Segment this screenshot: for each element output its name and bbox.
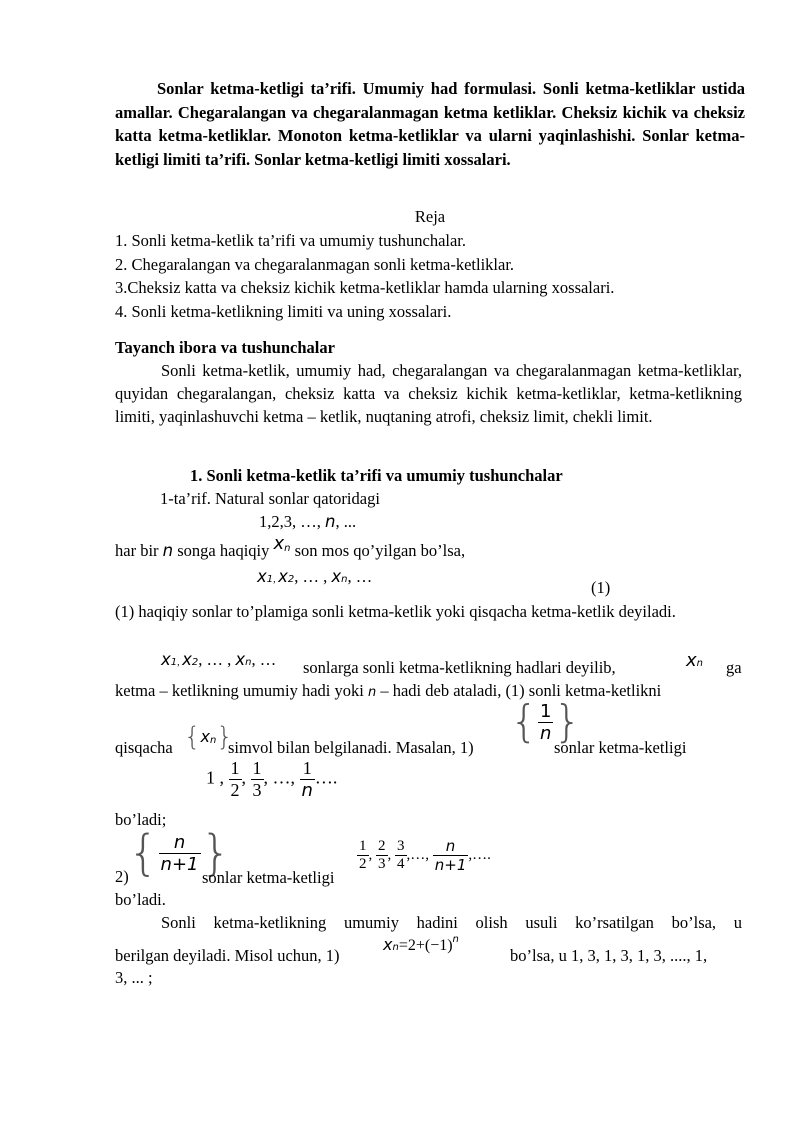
natural-seq-start: 1,2,3, …,: [259, 512, 321, 531]
frac-num: 1: [252, 758, 262, 778]
math-sub: n: [341, 574, 348, 585]
plan-item: 2. Chegaralangan va chegaralanmagan sonli ketma-ketliklar.: [115, 254, 515, 274]
plan-title: Reja: [414, 207, 446, 226]
math-sub: 2: [287, 574, 295, 585]
paragraph-last-line-2b: bo’lsa, u 1, 3, 1, 3, 1, 3, ...., 1,: [510, 946, 708, 965]
math-sub: 1: [170, 657, 178, 668]
math-x: x: [331, 567, 342, 586]
document-heading: Sonlar ketma-ketligi ta’rifi. Umumiy had formulasi. Sonli ketma-ketliklar ustida amallar. Chegaralangan va chegaralanmagan ketma ketliklar. Cheksiz kichik va cheksiz katta ketma-ketliklar. Monoton ketma-ketliklar va ularni yaqinlashishi. Sonlar ketma-ketligi limiti ta’rifi. Sonlar ketma-ketligi limiti xossalari.: [115, 79, 745, 169]
frac-den: 4: [397, 856, 405, 872]
math-sep: , …: [347, 567, 373, 586]
natural-sequence: [259, 512, 356, 532]
frac-num: 1: [540, 700, 552, 722]
equation-number: (1): [591, 578, 611, 597]
plan-item: 4. Sonli ketma-ketlikning limiti va uning xossalari.: [115, 301, 452, 321]
hadlar-line: x1, x2, … , xn, … sonlarga sonli ketma-ketlikning hadlari deyilib, xn ga: [161, 650, 742, 677]
math-tail: ,….: [468, 846, 491, 863]
math-x: x: [200, 727, 211, 746]
math-sep: , … ,: [294, 567, 328, 586]
math-x: x: [278, 567, 288, 586]
math-1: 1: [206, 767, 215, 788]
definition-intro: 1-ta’rif. Natural sonlar qatoridagi: [160, 489, 380, 508]
paragraph-last-line-3: 3, ... ;: [115, 968, 153, 987]
plan-item: 3.Cheksiz katta va cheksiz kichik ketma-ketliklar hamda ularning xossalari.: [115, 278, 615, 297]
text-fragment: har bir: [115, 541, 159, 560]
frac-den: n+1: [160, 853, 199, 875]
math-n: n: [367, 685, 377, 700]
sequence-notation: {xn}: [184, 722, 233, 752]
frac-den: 2: [359, 856, 367, 872]
math-x: x: [383, 935, 393, 954]
har-bir-line: [115, 533, 466, 561]
example-1-sequence: { $\frac{1}{n}$ }: [510, 696, 582, 747]
text-fragment: songa haqiqiy: [177, 541, 270, 560]
math-x: x: [257, 567, 267, 586]
qisqacha-text: qisqacha: [115, 738, 173, 757]
math-x: x: [182, 650, 192, 669]
example-2-label: 2): [115, 867, 129, 886]
math-n: n: [162, 541, 174, 560]
frac-den: 2: [230, 780, 240, 800]
math-sub: n: [245, 657, 252, 668]
math-sep: , …: [251, 650, 277, 669]
frac-num: 1: [230, 758, 240, 778]
frac-num: 2: [378, 838, 386, 854]
plan-item: 1. Sonli ketma-ketlik ta’rifi va umumiy tushunchalar.: [115, 231, 467, 250]
math-sub: 1: [266, 574, 274, 585]
boladi-2: bo’ladi.: [115, 890, 166, 909]
frac-den: 3: [252, 780, 262, 800]
boladi-1: bo’ladi;: [115, 810, 167, 829]
example-2-sequence: { $\frac{n}{n+1}$ }: [128, 825, 232, 881]
paragraph-last-line-2a: berilgan deyiladi. Misol uchun, 1): [115, 946, 340, 965]
example-2-text: sonlar ketma-ketligi: [202, 868, 335, 887]
keywords-title: Tayanch ibora va tushunchalar: [115, 338, 335, 357]
sequence-1: x1, x2, … , xn, …: [257, 567, 373, 586]
example-1-values: 1 , $\frac{1}{2}$ , $\frac{1}{3}$ , …, $\frac{1}{n}$ ….: [206, 758, 338, 801]
frac-num: 3: [397, 838, 405, 854]
math-sep: , … ,: [198, 650, 232, 669]
math-x: x: [686, 650, 697, 671]
frac-num: 1: [302, 758, 312, 778]
keywords-text: Sonli ketma-ketlik, umumiy had, chegaralangan va chegaralanmagan ketma-ketliklar, quyidan chegaralangan, cheksiz katta va cheksiz kichik ketma-ketliklar, ketma-ketlikning limiti, yaqinlashuvchi ketma – ketlik, nuqtaning atrofi, cheksiz limit, chekli limit.: [115, 361, 742, 426]
frac-num: n: [173, 831, 186, 853]
formula-body: =2+(−1): [398, 937, 453, 954]
natural-seq-end: , ...: [335, 512, 357, 531]
math-n: n: [325, 512, 336, 531]
paragraph-last-line-1: Sonli ketma-ketlikning umumiy hadini olish usuli ko’rsatilgan bo’lsa, u: [161, 913, 742, 932]
formula-exponent: n: [452, 934, 459, 945]
math-sub: n: [392, 942, 399, 953]
math-x: x: [161, 650, 171, 669]
frac-den: n: [301, 780, 313, 801]
math-sub: n: [284, 543, 291, 554]
math-tail: ….: [314, 767, 338, 788]
math-sub: n: [210, 735, 217, 746]
text-fragment: son mos qo’yilgan bo’lsa,: [294, 541, 466, 560]
frac-num: 1: [359, 838, 367, 854]
simvol-text: simvol bilan belgilanadi. Masalan, 1): [228, 738, 474, 757]
math-sub: 2: [191, 657, 199, 668]
text-fragment: ga: [726, 658, 742, 677]
paragraph-1: (1) haqiqiy sonlar to’plamiga sonli ketma-ketlik yoki qisqacha ketma-ketlik deyiladi.: [115, 602, 676, 621]
text-fragment: ketma – ketlikning umumiy hadi yoki: [115, 681, 364, 700]
math-x: x: [235, 650, 246, 669]
formula: [383, 935, 459, 955]
frac-den: n: [538, 722, 553, 744]
frac-num: n: [445, 837, 456, 855]
example-2-values: $\frac{1}{2}$ , $\frac{2}{3}$ , $\frac{3}{4}$ ,…, $\frac{n}{n+1}$ ,….: [359, 837, 491, 874]
sonlar-kk-text: sonlar ketma-ketligi: [554, 738, 687, 757]
math-sub: n: [696, 658, 703, 669]
text-fragment: sonlarga sonli ketma-ketlikning hadlari deyilib,: [303, 658, 616, 677]
frac-den: n+1: [434, 856, 467, 874]
section-title: 1. Sonli ketma-ketlik ta’rifi va umumiy tushunchalar: [190, 466, 563, 485]
plan-list: [115, 229, 755, 323]
frac-den: 3: [378, 856, 386, 872]
math-x: x: [273, 533, 285, 554]
text-fragment: – hadi deb ataladi, (1) sonli ketma-ketlikni: [380, 681, 662, 700]
